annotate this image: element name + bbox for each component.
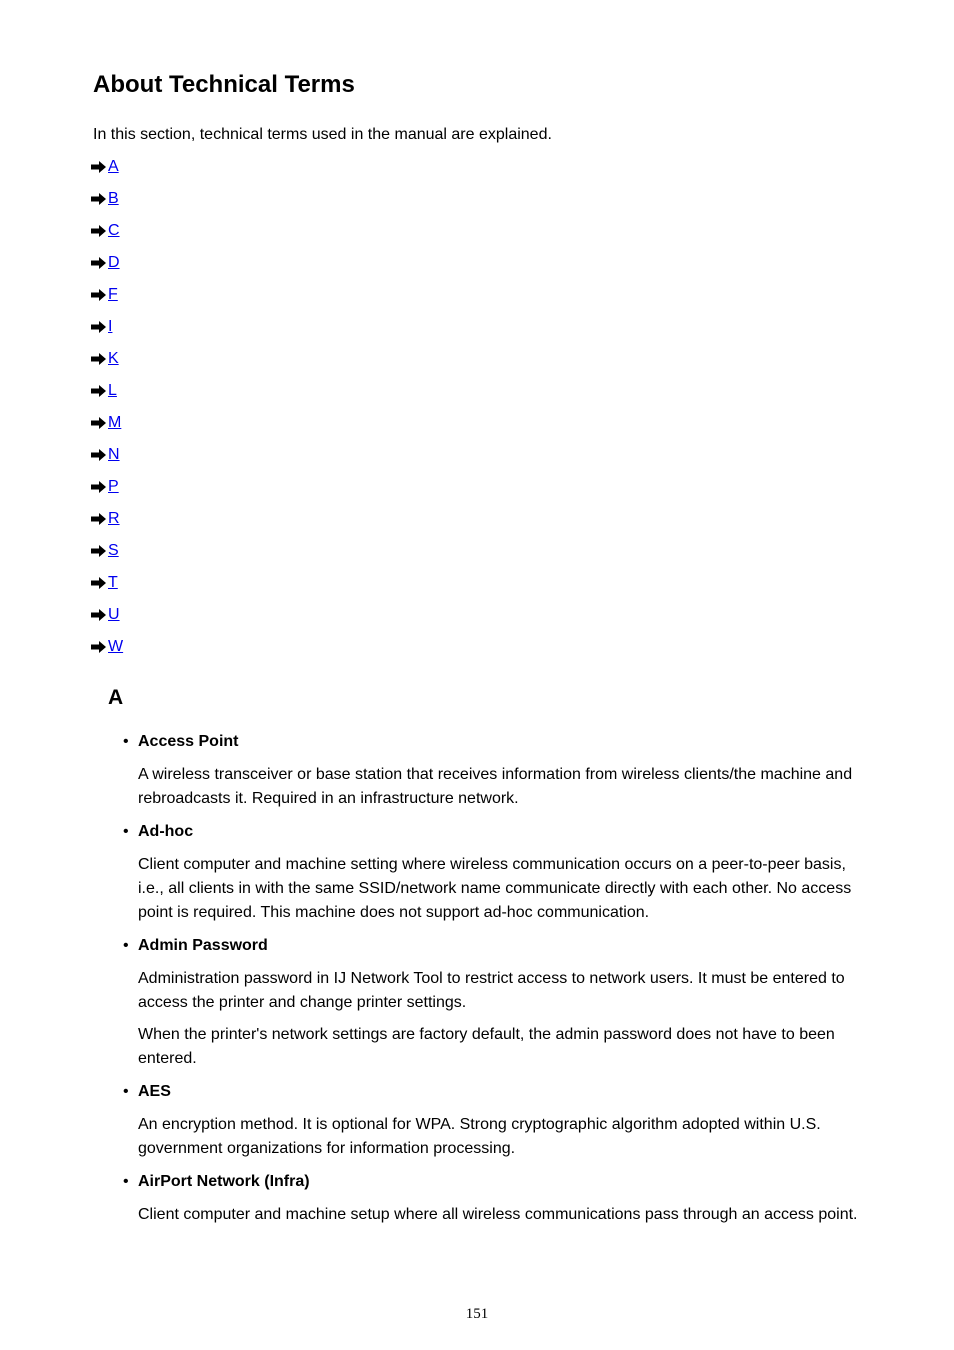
term-description: A wireless transceiver or base station that receives information from wireless clients/the machine and rebroadcasts it. Required in an infrastructure network. xyxy=(138,766,853,807)
right-arrow-icon xyxy=(91,316,107,338)
right-arrow-icon xyxy=(91,156,107,178)
right-arrow-icon xyxy=(91,636,107,658)
right-arrow-icon xyxy=(91,412,107,434)
term-name: AES xyxy=(138,1083,171,1100)
index-link-w[interactable]: W xyxy=(108,638,124,655)
right-arrow-icon xyxy=(91,348,107,370)
term-entry xyxy=(121,1081,866,1161)
term-name: AirPort Network (Infra) xyxy=(138,1173,310,1190)
index-item-w xyxy=(91,636,123,668)
index-item-u xyxy=(91,604,123,636)
page-number: 151 xyxy=(465,1306,489,1322)
right-arrow-icon xyxy=(91,444,107,466)
index-item-i xyxy=(91,316,123,348)
index-item-f xyxy=(91,284,123,316)
bullet-icon: • xyxy=(123,937,129,954)
term-entry xyxy=(121,1171,866,1227)
index-item-d xyxy=(91,252,123,284)
index-link-t[interactable]: T xyxy=(108,574,118,591)
index-link-b[interactable]: B xyxy=(108,190,119,207)
right-arrow-icon xyxy=(91,540,107,562)
index-item-m xyxy=(91,412,123,444)
index-link-l[interactable]: L xyxy=(108,382,117,399)
right-arrow-icon xyxy=(91,188,107,210)
index-item-l xyxy=(91,380,123,412)
right-arrow-icon xyxy=(91,252,107,274)
term-entry xyxy=(121,821,866,925)
section-heading-a: A xyxy=(108,686,124,709)
index-link-i[interactable]: I xyxy=(108,318,113,335)
term-list xyxy=(121,731,866,1237)
right-arrow-icon xyxy=(91,604,107,626)
term-description: Administration password in IJ Network Tool to restrict access to network users. It must be entered to access the printer and change printer settings. xyxy=(138,970,845,1011)
term-name: Admin Password xyxy=(138,937,268,954)
index-item-c xyxy=(91,220,123,252)
index-link-u[interactable]: U xyxy=(108,606,120,623)
index-link-n[interactable]: N xyxy=(108,446,120,463)
bullet-icon: • xyxy=(123,733,129,750)
index-item-r xyxy=(91,508,123,540)
term-name: Ad-hoc xyxy=(138,823,194,840)
term-name: Access Point xyxy=(138,733,239,750)
index-item-s xyxy=(91,540,123,572)
right-arrow-icon xyxy=(91,380,107,402)
index-link-d[interactable]: D xyxy=(108,254,120,271)
index-item-k xyxy=(91,348,123,380)
right-arrow-icon xyxy=(91,508,107,530)
page-title: About Technical Terms xyxy=(93,71,355,98)
index-item-p xyxy=(91,476,123,508)
index-link-m[interactable]: M xyxy=(108,414,122,431)
term-description: Client computer and machine setup where all wireless communications pass through an access point. xyxy=(138,1206,858,1223)
index-link-a[interactable]: A xyxy=(108,158,119,175)
term-entry xyxy=(121,731,866,811)
bullet-icon: • xyxy=(123,823,129,840)
index-link-p[interactable]: P xyxy=(108,478,119,495)
index-item-b xyxy=(91,188,123,220)
term-description: When the printer's network settings are factory default, the admin password does not have to been entered. xyxy=(138,1026,835,1067)
right-arrow-icon xyxy=(91,220,107,242)
index-link-k[interactable]: K xyxy=(108,350,119,367)
index-link-r[interactable]: R xyxy=(108,510,120,527)
term-description: An encryption method. It is optional for WPA. Strong cryptographic algorithm adopted within U.S. government organizations for information processing. xyxy=(138,1116,821,1157)
right-arrow-icon xyxy=(91,284,107,306)
alphabet-index xyxy=(91,156,123,668)
term-description: Client computer and machine setting where wireless communication occurs on a peer-to-peer basis, i.e., all clients in with the same SSID/network name communicate directly with each other. No access point is required. This machine does not support ad-hoc communication. xyxy=(138,856,852,921)
right-arrow-icon xyxy=(91,476,107,498)
index-item-a xyxy=(91,156,123,188)
index-link-s[interactable]: S xyxy=(108,542,119,559)
index-item-t xyxy=(91,572,123,604)
index-item-n xyxy=(91,444,123,476)
right-arrow-icon xyxy=(91,572,107,594)
bullet-icon: • xyxy=(123,1083,129,1100)
intro-text: In this section, technical terms used in the manual are explained. xyxy=(93,126,552,143)
term-entry xyxy=(121,935,866,1071)
index-link-f[interactable]: F xyxy=(108,286,118,303)
index-link-c[interactable]: C xyxy=(108,222,120,239)
bullet-icon: • xyxy=(123,1173,129,1190)
